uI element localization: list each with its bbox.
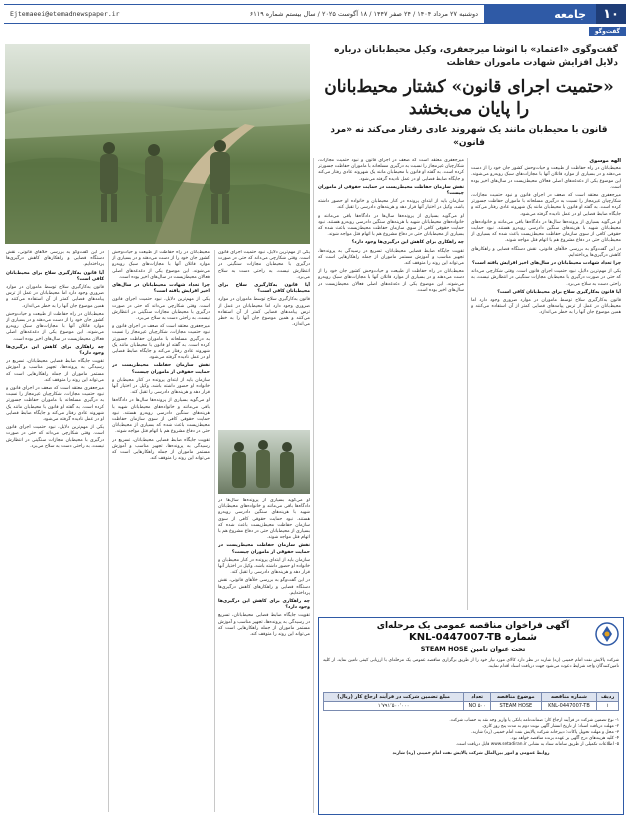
interview-question: نقش سازمان حفاظت محیط‌زیست در حمایت حقوقی از ماموران چیست؟ <box>218 543 310 555</box>
tender-advertisement <box>318 617 624 815</box>
table-cell: ۱ <box>597 702 619 711</box>
paragraph: در این گفت‌وگو به بررسی خلأهای قانونی، نقش دستگاه قضایی و راهکارهای کاهش درگیری‌ها پرداخته‌ایم. <box>471 246 621 258</box>
paragraph: او می‌گوید بسیاری از پرونده‌ها سال‌ها در دادگاه‌ها باقی می‌مانند و خانواده‌های محیط‌بانان شهید با هزینه‌های سنگین دادرسی روبه‌رو هستند. نبود حمایت حقوقی کافی از سوی سازمان حفاظت محیط‌زیست باعث شده که بسیاری از محیط‌بانان حتی در دفاع مشروع هم با اتهام قتل مواجه شوند. <box>318 213 464 238</box>
paragraph: او می‌گوید بسیاری از پرونده‌ها سال‌ها در دادگاه‌ها باقی می‌مانند و خانواده‌های محیط‌بانان شهید با هزینه‌های سنگین دادرسی روبه‌رو هستند. نبود حمایت حقوقی کافی از سوی سازمان حفاظت محیط‌زیست باعث شده که بسیاری از محیط‌بانان حتی در دفاع مشروع هم با اتهام قتل مواجه شوند. <box>218 498 310 541</box>
table-header-cell: مبلغ تضمین شرکت در فرآیند ارجاع کار (ریال) <box>324 693 464 702</box>
table-header-row <box>324 693 619 702</box>
ad-signature: روابط عمومی و امور بین‌الملل شرکت پالایش نفت امام خمینی (ره) شازند <box>392 751 550 756</box>
ad-tender-table <box>323 692 619 711</box>
interview-answer: سازمان باید از ابتدای پرونده در کنار محیط‌بان و خانواده او حضور داشته باشد، وکیل در اختیار آنها قرار دهد و هزینه‌های دادرسی را تقبل کند. <box>218 557 310 576</box>
text-column-2 <box>318 158 464 610</box>
ad-condition-item: ۴- کلیه هزینه‌های درج آگهی بر عهده برنده مناقصه خواهد بود. <box>510 736 619 741</box>
ad-condition-item: ۲- مهلت دریافت اسناد: از تاریخ انتشار آگهی نوبت دوم به مدت پنج روز کاری. <box>481 724 619 729</box>
interview-question: نقش سازمان حفاظت محیط‌زیست در حمایت حقوقی از ماموران چیست؟ <box>318 184 464 197</box>
interview-question: نقش سازمان حفاظت محیط‌زیست در حمایت حقوقی از ماموران چیست؟ <box>112 363 210 375</box>
interview-question: آیا قانون به‌کارگیری سلاح برای محیط‌بانان کافی است؟ <box>6 270 104 282</box>
ad-title: آگهی فراخوان مناقصه عمومی یک مرحله‌ای <box>376 621 570 631</box>
table-cell: ۱٬۷۹۱٬۵۰۰٬۰۰۰ <box>324 702 464 711</box>
table-header-cell: موضوع مناقصه <box>490 693 541 702</box>
subsection-label <box>4 26 626 37</box>
interview-question: آیا قانون به‌کارگیری سلاح برای محیط‌بانان کافی است؟ <box>218 283 310 295</box>
author-name: الهه موسوی <box>589 158 621 164</box>
article-title: «حتمیت اجرای قانون» کشتار محیط‌بانان را پایان می‌بخشد <box>324 77 614 119</box>
interview-answer: تقویت جایگاه ضابط قضایی محیط‌بانان، تسریع در رسیدگی به پرونده‌ها، تجهیز مناسب و آموزش مستمر ماموران از جمله راهکارهایی است که می‌تواند این روند را متوقف کند. <box>6 359 104 383</box>
interview-question: آیا قانون به‌کارگیری سلاح برای محیط‌بانان کافی است؟ <box>497 289 621 295</box>
column-divider <box>214 250 215 812</box>
interview-question: چرا تعداد شهادت محیط‌بانان در سال‌های اخیر افزایش یافته است؟ <box>112 283 210 295</box>
text-column-6 <box>6 250 104 812</box>
ad-intro: شرکت پالایش نفت امام خمینی (ره) شازند در نظر دارد کالای مورد نیاز خود را از طریق برگزاری مناقصه عمومی یک مرحله‌ای با ارزیابی کیفی تامین نماید. از کلیه تامین‌کنندگان واجد شرایط دعوت می‌شود جهت دریافت اسناد اقدام نمایند. <box>323 658 619 669</box>
table-cell: STEAM HOSE <box>490 702 541 711</box>
interview-answer: تقویت جایگاه ضابط قضایی محیط‌بانان، تسریع در رسیدگی به پرونده‌ها، تجهیز مناسب و آموزش مستمر ماموران از جمله راهکارهایی است که می‌تواند این روند را متوقف کند. <box>218 613 310 638</box>
paragraph: در این گفت‌وگو به بررسی خلأهای قانونی، نقش دستگاه قضایی و راهکارهای کاهش درگیری‌ها پرداخته‌ایم. <box>218 578 310 596</box>
interview-answer: یکی از مهم‌ترین دلایل، نبود حتمیت اجرای قانون است. وقتی شکارچی می‌داند که حتی در صورت درگیری با محیط‌بان مجازات سنگینی در انتظارش نیست، به راحتی دست به سلاح می‌برد. <box>218 250 310 280</box>
text-column-3 <box>218 250 310 426</box>
column-divider <box>467 158 468 610</box>
header-info <box>4 4 484 24</box>
table-cell: KNL-0447007-TB <box>541 702 597 711</box>
table-header-cell: شماره مناقصه <box>541 693 597 702</box>
interview-question: چه راهکاری برای کاهش این درگیری‌ها وجود دارد؟ <box>218 599 310 611</box>
ad-condition-item: ۵- اطلاعات تکمیلی از طریق سامانه ستاد به نشانی www.setadiran.ir قابل دریافت است. <box>455 742 619 747</box>
interview-question: چه راهکاری برای کاهش این درگیری‌ها وجود دارد؟ <box>351 240 464 246</box>
paragraph: میرجعفری معتقد است که ضعف در اجرای قانون و نبود حتمیت مجازات، شکارچیان غیرمجاز را نسبت به درگیری مسلحانه با ماموران حفاظت جسورتر کرده است. به گفته او قانون با محیط‌بان مانند یک شهروند عادی رفتار می‌کند و جایگاه ضابط قضایی او در عمل نادیده گرفته می‌شود. <box>6 386 104 423</box>
rangers-photo-illustration <box>5 44 310 244</box>
subsection-tag: گفت‌وگو <box>589 27 626 36</box>
ceremony-illustration <box>218 430 310 494</box>
text-column-1 <box>471 158 621 610</box>
rangers-ceremony-photo <box>218 430 310 494</box>
paragraph: میرجعفری معتقد است که ضعف در اجرای قانون و نبود حتمیت مجازات، شکارچیان غیرمجاز را نسبت به درگیری مسلحانه با ماموران حفاظت جسورتر کرده است. به گفته او قانون با محیط‌بان مانند یک شهروند عادی رفتار می‌کند و جایگاه ضابط قضایی او در عمل نادیده گرفته می‌شود. <box>318 158 464 182</box>
refinery-logo-icon <box>595 622 619 646</box>
table-header-cell: تعداد <box>464 693 491 702</box>
paragraph: او می‌گوید بسیاری از پرونده‌ها سال‌ها در دادگاه‌ها باقی می‌مانند و خانواده‌های محیط‌بانان شهید با هزینه‌های سنگین دادرسی روبه‌رو هستند. نبود حمایت حقوقی کافی از سوی سازمان حفاظت محیط‌زیست باعث شده که بسیاری از محیط‌بانان حتی در دفاع مشروع هم با اتهام قتل مواجه شوند. <box>471 219 621 244</box>
interview-answer: قانون به‌کارگیری سلاح توسط ماموران در موارد ضروری وجود دارد اما محیط‌بانان در عمل از ترس پیامدهای قضایی کمتر از آن استفاده می‌کنند و همین موضوع جان آنها را به خطر می‌اندازد. <box>471 298 621 316</box>
paragraph: او می‌گوید بسیاری از پرونده‌ها سال‌ها در دادگاه‌ها باقی می‌مانند و خانواده‌های محیط‌بانان شهید با هزینه‌های سنگین دادرسی روبه‌رو هستند. نبود حمایت حقوقی کافی از سوی سازمان حفاظت محیط‌زیست باعث شده که بسیاری از محیط‌بانان حتی در دفاع مشروع هم با اتهام قتل مواجه شوند. <box>112 398 210 435</box>
ad-condition-item: ۱- نوع تضمین شرکت در فرآیند ارجاع کار: ضمانت‌نامه بانکی یا واریز وجه نقد به حساب شرکت. <box>449 718 619 723</box>
page-number: ۱۰ <box>596 4 626 24</box>
article-subtitle: قانون با محیط‌بان مانند یک شهروند عادی رفتار می‌کند نه «مرد قانون» <box>330 125 608 148</box>
article-surtitle: گفت‌وگوی «اعتماد» با انوشا میرجعفری، وکیل محیط‌بانان درباره دلایل افزایش شهادت ماموران حفاظت <box>334 45 618 68</box>
newspaper-header <box>4 4 626 24</box>
interview-answer: قانون به‌کارگیری سلاح توسط ماموران در موارد ضروری وجود دارد اما محیط‌بانان در عمل از ترس پیامدهای قضایی کمتر از آن استفاده می‌کنند و همین موضوع جان آنها را به خطر می‌اندازد. <box>218 297 310 328</box>
interview-question: چرا تعداد شهادت محیط‌بانان در سال‌های اخیر افزایش یافته است؟ <box>472 261 621 267</box>
paragraph: محیط‌بانان در راه حفاظت از طبیعت و حیات‌وحش کشور جان خود را از دست می‌دهند و در بسیاری از موارد قاتلان آنها با مجازات‌های سبک روبه‌رو می‌شوند. این موضوع یکی از دغدغه‌های اصلی فعالان محیط‌زیست در سال‌های اخیر بوده است. <box>318 269 464 293</box>
interview-answer: یکی از مهم‌ترین دلایل، نبود حتمیت اجرای قانون است. وقتی شکارچی می‌داند که حتی در صورت درگیری با محیط‌بان مجازات سنگینی در انتظارش نیست، به راحتی دست به سلاح می‌برد. <box>6 425 104 449</box>
text-column-4 <box>218 498 310 812</box>
paragraph: محیط‌بانان در راه حفاظت از طبیعت و حیات‌وحش کشور جان خود را از دست می‌دهند و در بسیاری از موارد قاتلان آنها با مجازات‌های سبک روبه‌رو می‌شوند. این موضوع یکی از دغدغه‌های اصلی فعالان محیط‌زیست در سال‌های اخیر بوده است. <box>112 250 210 280</box>
column-divider <box>108 250 109 812</box>
interview-answer: یکی از مهم‌ترین دلایل، نبود حتمیت اجرای قانون است. وقتی شکارچی می‌داند که حتی در صورت درگیری با محیط‌بان مجازات سنگینی در انتظارش نیست، به راحتی دست به سلاح می‌برد. <box>471 269 621 287</box>
issue-date: دوشنبه ۲۷ مرداد ۱۴۰۴ / ۲۴ صفر ۱۴۴۷ / ۱۸ آگوست ۲۰۲۵ / سال بیستم شماره ۶۱۱۹ <box>249 10 478 18</box>
section-email: Ejtemaeei@etemadnewspaper.ir <box>10 10 120 18</box>
interview-answer: تقویت جایگاه ضابط قضایی محیط‌بانان، تسریع در رسیدگی به پرونده‌ها، تجهیز مناسب و آموزش مستمر ماموران از جمله راهکارهایی است که می‌تواند این روند را متوقف کند. <box>318 248 464 267</box>
ad-tender-code: شماره KNL-0447007-TB <box>409 632 537 643</box>
interview-answer: سازمان باید از ابتدای پرونده در کنار محیط‌بان و خانواده او حضور داشته باشد، وکیل در اختیار آنها قرار دهد و هزینه‌های دادرسی را تقبل کند. <box>112 377 210 396</box>
interview-answer: تقویت جایگاه ضابط قضایی محیط‌بانان، تسریع در رسیدگی به پرونده‌ها، تجهیز مناسب و آموزش مستمر ماموران از جمله راهکارهایی است که می‌تواند این روند را متوقف کند. <box>112 437 210 462</box>
interview-answer: سازمان باید از ابتدای پرونده در کنار محیط‌بان و خانواده او حضور داشته باشد، وکیل در اختیار آنها قرار دهد و هزینه‌های دادرسی را تقبل کند. <box>318 199 464 211</box>
interview-answer: قانون به‌کارگیری سلاح توسط ماموران در موارد ضروری وجود دارد اما محیط‌بانان در عمل از ترس پیامدهای قضایی کمتر از آن استفاده می‌کنند و همین موضوع جان آنها را به خطر می‌اندازد. <box>6 285 104 309</box>
column-divider <box>313 158 314 813</box>
paragraph: میرجعفری معتقد است که ضعف در اجرای قانون و نبود حتمیت مجازات، شکارچیان غیرمجاز را نسبت به درگیری مسلحانه با ماموران حفاظت جسورتر کرده است. به گفته او قانون با محیط‌بان مانند یک شهروند عادی رفتار می‌کند و جایگاه ضابط قضایی او در عمل نادیده گرفته می‌شود. <box>471 193 621 217</box>
paragraph: میرجعفری معتقد است که ضعف در اجرای قانون و نبود حتمیت مجازات، شکارچیان غیرمجاز را نسبت به درگیری مسلحانه با ماموران حفاظت جسورتر کرده است. به گفته او قانون با محیط‌بان مانند یک شهروند عادی رفتار می‌کند و جایگاه ضابط قضایی او در عمل نادیده گرفته می‌شود. <box>112 324 210 361</box>
ad-condition-item: ۳- محل و مهلت تحویل پاکات: دبیرخانه شرکت پالایش نفت امام خمینی (ره) شازند. <box>471 730 619 735</box>
interview-question: چه راهکاری برای کاهش این درگیری‌ها وجود دارد؟ <box>6 344 104 357</box>
paragraph: محیط‌بانان در راه حفاظت از طبیعت و حیات‌وحش کشور جان خود را از دست می‌دهند و در بسیاری از موارد قاتلان آنها با مجازات‌های سبک روبه‌رو می‌شوند. این موضوع یکی از دغدغه‌های اصلی فعالان محیط‌زیست در سال‌های اخیر بوده است. <box>6 311 104 342</box>
ad-subject: تحت عنوان تامین STEAM HOSE <box>420 645 526 653</box>
ad-header <box>319 618 623 656</box>
section-title: جامعه <box>484 4 596 24</box>
paragraph: در این گفت‌وگو به بررسی خلأهای قانونی، نقش دستگاه قضایی و راهکارهای کاهش درگیری‌ها پرداخته‌ایم. <box>6 250 104 268</box>
text-column-5 <box>112 250 210 812</box>
ad-conditions <box>323 718 619 757</box>
article-headline <box>320 44 618 150</box>
table-row <box>324 702 619 711</box>
table-cell: ۵۰۰ NO <box>464 702 491 711</box>
table-header-cell: ردیف <box>597 693 619 702</box>
interview-answer: یکی از مهم‌ترین دلایل، نبود حتمیت اجرای قانون است. وقتی شکارچی می‌داند که حتی در صورت درگیری با محیط‌بان مجازات سنگینی در انتظارش نیست، به راحتی دست به سلاح می‌برد. <box>112 297 210 322</box>
paragraph: محیط‌بانان در راه حفاظت از طبیعت و حیات‌وحش کشور جان خود را از دست می‌دهند و در بسیاری از موارد قاتلان آنها با مجازات‌های سبک روبه‌رو می‌شوند. این موضوع یکی از دغدغه‌های اصلی فعالان محیط‌زیست در سال‌های اخیر بوده است. <box>471 166 621 190</box>
rangers-photo <box>5 44 310 244</box>
